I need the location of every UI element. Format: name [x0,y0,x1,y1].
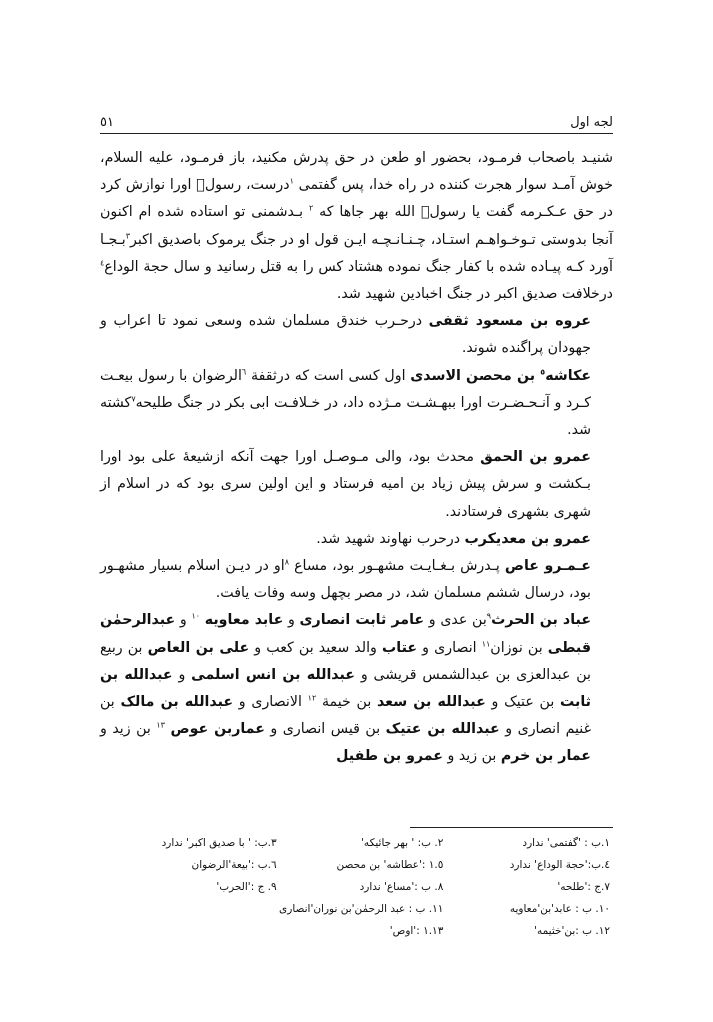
body-text [100,145,613,771]
chapter-title: لجه اول [570,115,613,130]
footnote: ١.١٣ :'اوص' [389,925,444,937]
footnote: ٢. ب: ' بهر جائیکه' [361,837,444,849]
footnote: ٩. ج :'الحرب' [216,881,277,893]
paragraph: عمرو بن معدیکرب درحرب نهاوند شهید شد. [316,530,591,547]
footnotes [110,835,610,939]
footnote: ٨. ب :'مساع' ندارد [359,881,444,893]
footnote: ٧.ج :'طلحه' [557,881,610,893]
footnote: ١١. ب : عبد الرحمٰن'بن نوران'انصاری [279,903,444,915]
footnote: ١٠. ب : عابد'بن'معاویه [509,903,610,915]
paragraph: شنیـد باصحاب فرمـود، بحضور او طعن در حق پدرش مکنید، باز فرمـود، علیه السلام، خوش آمـد سوار هجرت کننده در راه خدا، پس گفتمی $^١$درست، رسولؐ اورا نوازش کرد در حق عـکـرمه گفت یا رسولؐ الله بهر جاها که $^٢$ بـدشمنی تو استاده شده ام اکنون آنجا بدوستی تـوخـواهـم استـاد، چـنـانـچـه ایـن قول او در جنگ یرموک باصدیق اکبر$^٣$بـجـا آورد کـه پیـاده شده با کفار جنگ نموده هشتاد کس را به قتل رسانید و سال حجة الوداع$^٤$ درخلافت صدیق اکبر در جنگ اخبادین شهید شد. [100,150,613,303]
paragraph: عکاشه$^٥$ بن محصن الاسدی اول کسی است که درثقفة $^٦$الرضوان با رسول بیعـت کـرد و آنـحـضـرت اورا ببهـشـت مـژده داد، در خـلافـت ابی بکر در جنگ طلیحه$^٧$کشته شد. [100,366,592,439]
footnote: ١٢. ب :بن'خثیمه' [534,925,610,937]
paragraph: عروه بن مسعود ثقفی درحـرب خندق مسلمان شده وسعی نمود تا اعراب و جهودان پراگنده شوند. [100,313,591,357]
footnote: ١.ب : 'گفتمی' ندارد [522,837,610,849]
paragraph: عمرو بن الحمق محدث بود، والی مـوصـل اورا جهت آنکه ازشیعهٔ علی بود اورا بـکشت و سرش پیش زیاد بن امیه فرستاد و این اولین سری بود که در اسلام از شهری بشهری فرستادند. [100,449,591,520]
footnote: ٣.ب: ' با صدیق اکبر' ندارد [161,837,277,849]
footnote: ٤.ب:'حجة الوداع' ندارد [509,859,610,871]
footnote: ١.٥ :'عطاشه' بن محصن [336,859,444,871]
footnote-rule [410,827,613,828]
footnote: ٦.ب :'بیعة'الرضوان [191,859,277,871]
page-number: ٥١ [100,115,114,130]
header-rule [100,133,613,134]
paragraph: عـمـرو عاص پـدرش بـغـایـت مشهـور بود، مساع $^٨$او در دیـن اسلام بسیار مشهـور بود، درسال ششم مسلمان شد، در مصر بچهل وسه وفات یافت. [100,557,591,602]
running-header [100,106,613,130]
paragraph: عباد بن الحرث$^٩$بن عدی و عامر ثابت انصاری و عابد معاویه $^{١٠}$ و عبدالرحمٰن قبطی بن نوزان$^{١١}$ انصاری و عتاب والد سعید بن کعب و علی بن العاص بن ربیع بن عبدالعزی بن عبدالشمس قریشی و عبدالله بن انس اسلمی و عبدالله بن ثابت بن عتیک و عبدالله بن سعد بن خیمة $^{١٢}$ الانصاری و عبدالله بن مالک بن غنیم انصاری و عبدالله بن عتیک بن قیس انصاری و عماربن عوص $^{١٣}$ بن زید و عمار بن خرم بن زید و عمرو بن طفیل [100,611,592,765]
